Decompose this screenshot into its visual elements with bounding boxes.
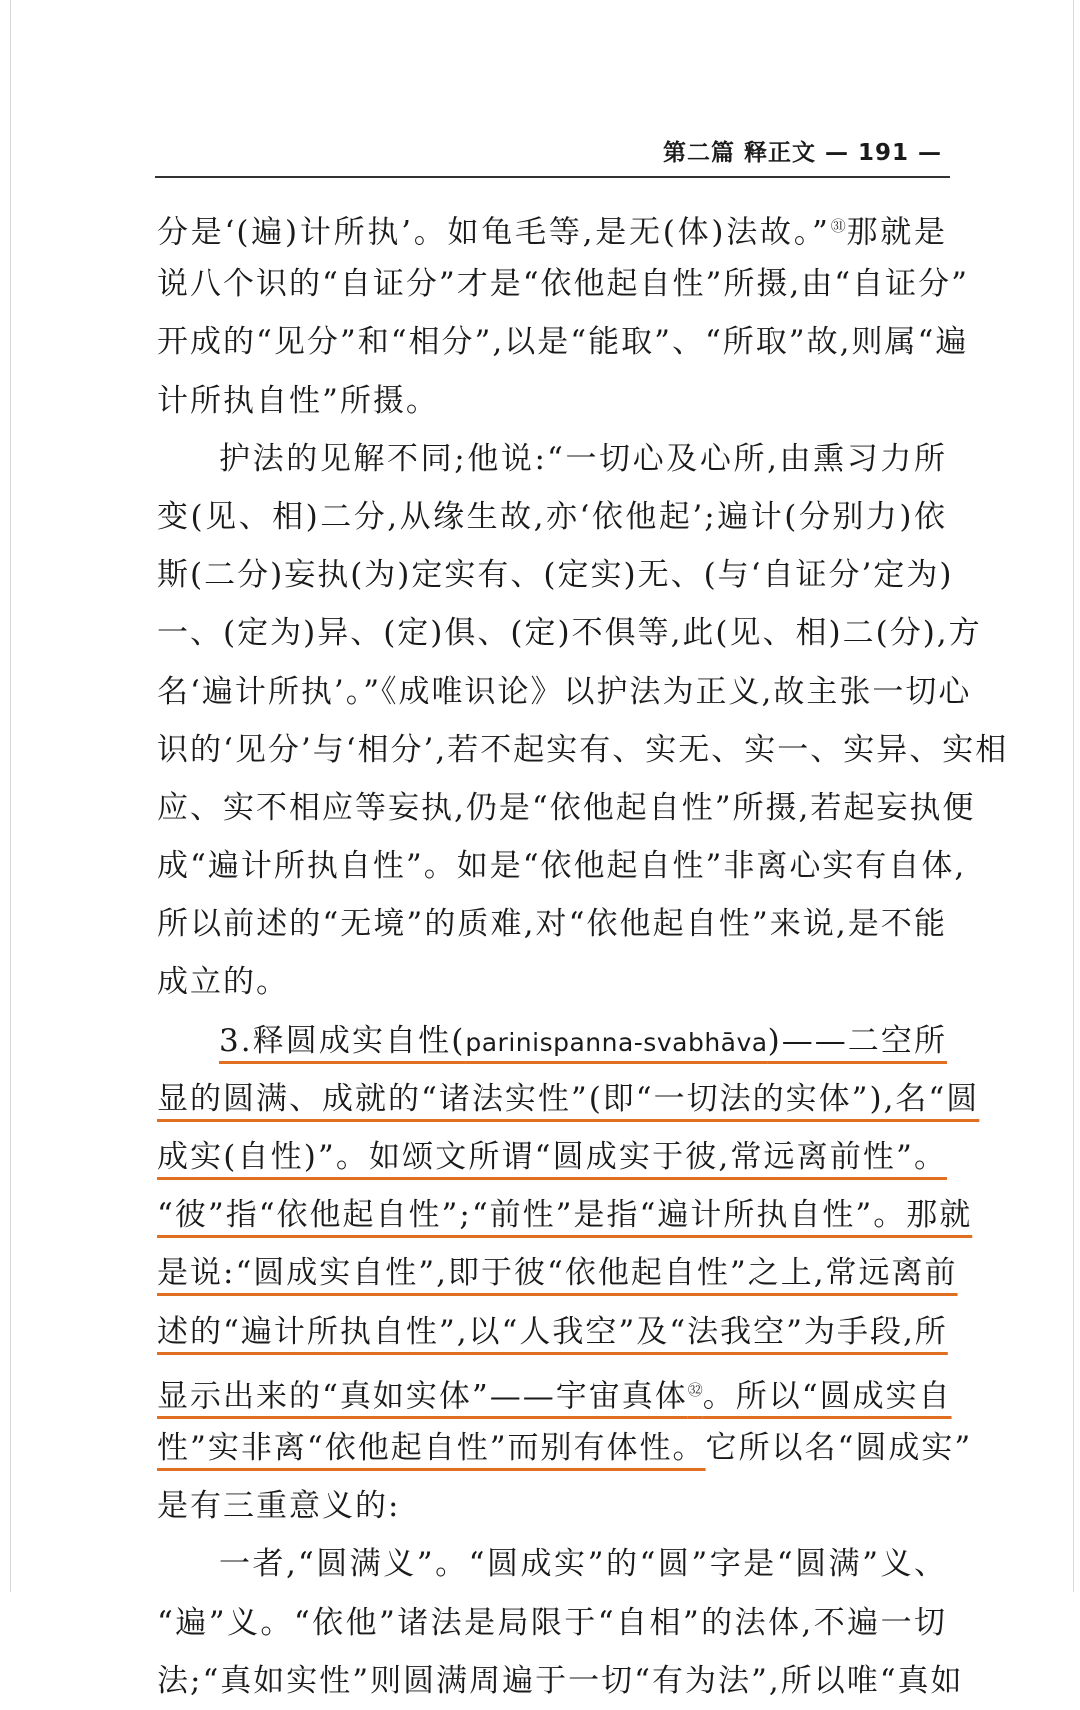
footnote-mark: ㉜: [687, 1380, 703, 1399]
text-line: 成立的。: [157, 964, 289, 1001]
text-line: “遍”义。“依他”诸法是局限于“自相”的法体,不遍一切: [157, 1604, 947, 1641]
running-header: [155, 130, 950, 178]
footnote-mark: ㉛: [829, 217, 847, 235]
text-line: 应、实不相应等妄执,仍是“依他起自性”所摄,若起妄执便: [157, 789, 976, 826]
highlighted-line: 显示出来的“真如实体”——宇宙真体$^㉜$。所以“圆成实自: [157, 1378, 952, 1415]
text-line: 是有三重意义的:: [157, 1488, 401, 1525]
text-line: 分是‘(遍)计所执’。如龟毛等,是无(体)法故。”$^㉛$那就是: [157, 214, 948, 251]
text-line: 法;“真如实性”则圆满周遍于一切“有为法”,所以唯“真如: [157, 1662, 964, 1699]
highlighted-line: 述的“遍计所执自性”,以“人我空”及“法我空”为手段,所: [157, 1313, 948, 1350]
text-line: 名‘遍计所执’。”《成唯识论》以护法为正义,故主张一切心: [157, 673, 972, 710]
header-text: 第二篇 释正文 — 191 —: [662, 140, 942, 166]
text-line: 一、(定为)异、(定)俱、(定)不俱等,此(见、相)二(分),方: [157, 615, 982, 652]
sanskrit-term: parinispanna-svabhāva: [465, 1027, 768, 1057]
highlighted-span: 性”实非离“依他起自性”而别有体性。: [157, 1429, 706, 1466]
body-text: [157, 197, 1009, 1710]
text-line: 说八个识的“自证分”才是“依他起自性”所摄,由“自证分”: [157, 266, 969, 303]
highlighted-line: 成实(自性)”。如颂文所谓“圆成实于彼,常远离前性”。: [157, 1139, 947, 1175]
highlighted-line: 3.释圆成实自性(parinispanna-svabhāva)——二空所: [219, 1022, 947, 1059]
text-line: 护法的见解不同;他说:“一切心及心所,由熏习力所: [219, 440, 947, 477]
text-line: 变(见、相)二分,从缘生故,亦‘依他起’;遍计(分别力)依: [157, 498, 947, 535]
text-line: 一者,“圆满义”。“圆成实”的“圆”字是“圆满”义、: [219, 1546, 947, 1583]
highlighted-line: 是说:“圆成实自性”,即于彼“依他起自性”之上,常远离前: [157, 1255, 958, 1292]
text-line: 斯(二分)妄执(为)定实有、(定实)无、(与‘自证分’定为): [157, 557, 954, 594]
text-line: 识的‘见分’与‘相分’,若不起实有、实无、实一、实异、实相: [157, 731, 1009, 768]
text-line: 成“遍计所执自性”。如是“依他起自性”非离心实有自体,: [157, 848, 967, 885]
text-line: 计所执自性”所摄。: [157, 382, 439, 419]
text-line: 开成的“见分”和“相分”,以是“能取”、“所取”故,则属“遍: [157, 324, 969, 361]
text-line: 性”实非离“依他起自性”而别有体性。它所以名“圆成实”: [157, 1429, 973, 1466]
text-line: 所以前述的“无境”的质难,对“依他起自性”来说,是不能: [157, 906, 947, 943]
highlighted-line: “彼”指“依他起自性”;“前性”是指“遍计所执自性”。那就: [157, 1197, 973, 1234]
highlighted-line: 显的圆满、成就的“诸法实性”(即“一切法的实体”),名“圆: [157, 1080, 980, 1117]
